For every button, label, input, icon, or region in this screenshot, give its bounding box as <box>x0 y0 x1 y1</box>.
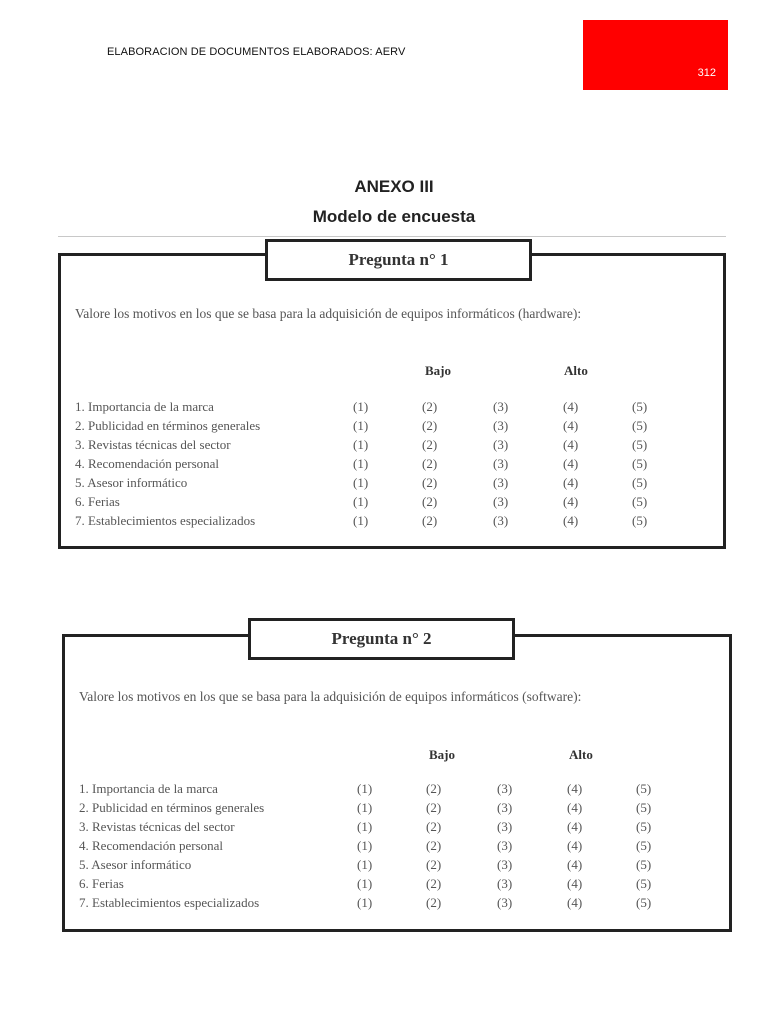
rating-option-4: (4) <box>567 838 583 853</box>
running-header: ELABORACION DE DOCUMENTOS ELABORADOS: AERV <box>107 46 406 58</box>
survey-item-label: 5. Asesor informático <box>79 857 192 872</box>
survey-item-label: 1. Importancia de la marca <box>75 399 214 414</box>
rating-option-2: (2) <box>426 895 442 910</box>
rating-option-4: (4) <box>563 418 579 433</box>
rating-option-5: (5) <box>632 399 648 414</box>
rating-option-5: (5) <box>636 781 652 796</box>
scale-high-label: Alto <box>564 363 588 378</box>
survey-item-row <box>65 857 729 876</box>
rating-option-1: (1) <box>357 857 373 872</box>
rating-option-5: (5) <box>632 475 648 490</box>
rating-option-3: (3) <box>493 456 509 471</box>
rating-option-4: (4) <box>563 513 579 528</box>
rating-option-5: (5) <box>632 513 648 528</box>
survey-item-row <box>61 475 723 494</box>
rating-option-3: (3) <box>493 418 509 433</box>
survey-item-label: 7. Establecimientos especializados <box>79 895 260 910</box>
rating-option-4: (4) <box>567 781 583 796</box>
survey-item-label: 2. Publicidad en términos generales <box>75 418 261 433</box>
rating-option-3: (3) <box>493 437 509 452</box>
survey-item-label: 6. Ferias <box>75 494 120 509</box>
rating-option-5: (5) <box>632 418 648 433</box>
rating-option-2: (2) <box>422 475 438 490</box>
scale-low-label: Bajo <box>429 747 455 762</box>
rating-option-3: (3) <box>493 494 509 509</box>
rating-option-2: (2) <box>426 781 442 796</box>
rating-option-3: (3) <box>497 895 513 910</box>
rating-option-5: (5) <box>636 857 652 872</box>
rating-option-2: (2) <box>426 819 442 834</box>
question-1-box <box>58 250 726 549</box>
rating-option-5: (5) <box>632 456 648 471</box>
rating-option-3: (3) <box>493 399 509 414</box>
rating-option-4: (4) <box>563 437 579 452</box>
rating-option-1: (1) <box>353 399 369 414</box>
rating-option-2: (2) <box>426 800 442 815</box>
question-2-title: Pregunta n° 2 <box>248 618 515 660</box>
rating-option-1: (1) <box>353 475 369 490</box>
survey-item-label: 5. Asesor informático <box>75 475 188 490</box>
rating-option-3: (3) <box>497 857 513 872</box>
survey-item-label: 3. Revistas técnicas del sector <box>75 437 231 452</box>
rating-option-4: (4) <box>563 399 579 414</box>
rating-option-4: (4) <box>563 456 579 471</box>
rating-option-2: (2) <box>422 437 438 452</box>
survey-item-row <box>65 781 729 800</box>
rating-option-1: (1) <box>357 819 373 834</box>
rating-option-1: (1) <box>357 895 373 910</box>
rating-option-3: (3) <box>497 819 513 834</box>
rating-option-2: (2) <box>422 418 438 433</box>
survey-item-label: 2. Publicidad en términos generales <box>79 800 265 815</box>
survey-item-row <box>65 838 729 857</box>
rating-option-5: (5) <box>636 819 652 834</box>
survey-item-label: 7. Establecimientos especializados <box>75 513 256 528</box>
survey-item-row <box>61 437 723 456</box>
survey-item-row <box>61 418 723 437</box>
rating-option-5: (5) <box>636 838 652 853</box>
rating-option-4: (4) <box>567 857 583 872</box>
page-number: 312 <box>697 67 716 79</box>
survey-item-row <box>61 399 723 418</box>
rating-option-2: (2) <box>426 857 442 872</box>
rating-option-1: (1) <box>353 494 369 509</box>
rating-option-1: (1) <box>353 437 369 452</box>
rating-option-1: (1) <box>353 456 369 471</box>
rating-option-5: (5) <box>632 437 648 452</box>
question-1-items <box>61 399 723 532</box>
rating-option-2: (2) <box>426 838 442 853</box>
question-2-box <box>62 629 732 932</box>
question-2-prompt: Valore los motivos en los que se basa para la adquisición de equipos informáticos (software): <box>79 689 582 704</box>
rating-option-3: (3) <box>497 876 513 891</box>
page-number-box <box>583 20 728 90</box>
survey-item-row <box>65 800 729 819</box>
rating-option-4: (4) <box>567 895 583 910</box>
question-1-title: Pregunta n° 1 <box>265 239 532 281</box>
survey-item-label: 3. Revistas técnicas del sector <box>79 819 235 834</box>
question-2-items <box>65 781 729 914</box>
survey-item-label: 1. Importancia de la marca <box>79 781 218 796</box>
rating-option-2: (2) <box>426 876 442 891</box>
rating-option-5: (5) <box>636 895 652 910</box>
rating-option-1: (1) <box>357 781 373 796</box>
rating-option-2: (2) <box>422 513 438 528</box>
survey-item-label: 4. Recomendación personal <box>75 456 220 471</box>
rating-option-4: (4) <box>563 494 579 509</box>
rating-option-4: (4) <box>567 800 583 815</box>
rating-option-3: (3) <box>493 513 509 528</box>
rating-option-1: (1) <box>357 838 373 853</box>
rating-option-1: (1) <box>357 800 373 815</box>
survey-item-row <box>61 513 723 532</box>
rating-option-4: (4) <box>567 819 583 834</box>
rating-option-5: (5) <box>636 800 652 815</box>
rating-option-3: (3) <box>497 838 513 853</box>
annex-subtitle: Modelo de encuesta <box>312 207 476 226</box>
survey-item-row <box>61 456 723 475</box>
rating-option-1: (1) <box>353 418 369 433</box>
survey-item-row <box>65 819 729 838</box>
rating-option-3: (3) <box>497 800 513 815</box>
divider <box>58 236 726 237</box>
scale-low-label: Bajo <box>425 363 451 378</box>
rating-option-4: (4) <box>563 475 579 490</box>
survey-item-label: 6. Ferias <box>79 876 124 891</box>
annex-title: ANEXO III <box>354 177 434 196</box>
survey-item-label: 4. Recomendación personal <box>79 838 224 853</box>
rating-option-5: (5) <box>632 494 648 509</box>
survey-item-row <box>65 876 729 895</box>
rating-option-3: (3) <box>497 781 513 796</box>
rating-option-4: (4) <box>567 876 583 891</box>
rating-option-2: (2) <box>422 494 438 509</box>
question-1-prompt: Valore los motivos en los que se basa para la adquisición de equipos informáticos (hardware): <box>75 306 582 321</box>
rating-option-2: (2) <box>422 399 438 414</box>
scale-high-label: Alto <box>569 747 593 762</box>
rating-option-5: (5) <box>636 876 652 891</box>
survey-item-row <box>61 494 723 513</box>
rating-option-3: (3) <box>493 475 509 490</box>
rating-option-1: (1) <box>357 876 373 891</box>
survey-item-row <box>65 895 729 914</box>
rating-option-2: (2) <box>422 456 438 471</box>
rating-option-1: (1) <box>353 513 369 528</box>
